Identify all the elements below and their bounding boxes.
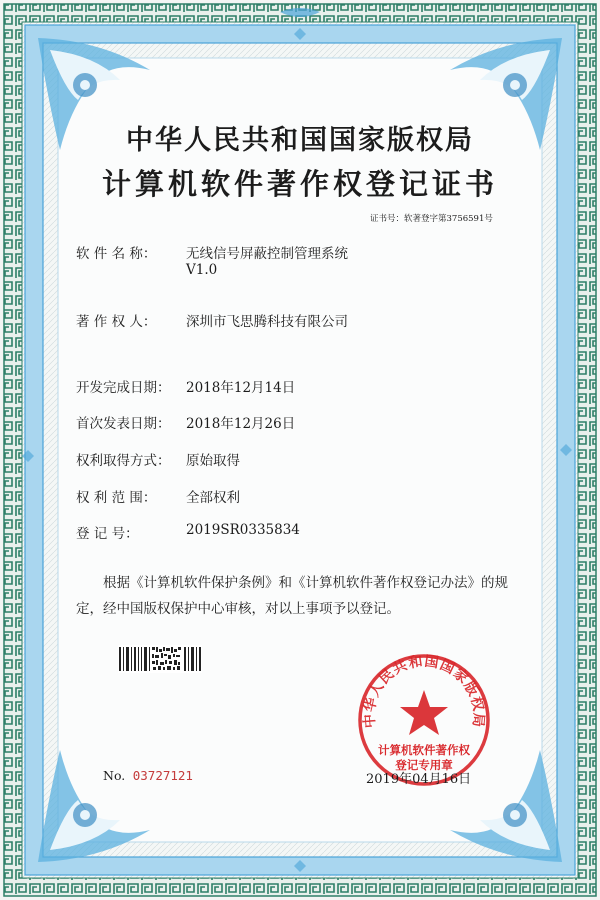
- certificate-number: 证书号：软著登字第3756591号: [370, 214, 493, 224]
- software-name-value: 无线信号屏蔽控制管理系统: [186, 246, 348, 262]
- seal-line-1: 计算机软件著作权: [378, 743, 470, 757]
- registration-number-label: 登 记 号：: [76, 526, 139, 542]
- serial-number: [103, 768, 193, 783]
- copyright-owner-value: 深圳市飞思腾科技有限公司: [186, 314, 348, 330]
- publish-date-value: 2018年12月26日: [186, 416, 296, 432]
- completion-date-label: 开发完成日期：: [76, 380, 171, 396]
- star-icon: [400, 690, 448, 735]
- copyright-owner-label: 著 作 权 人：: [76, 314, 157, 330]
- seal-ring-text: 中华人民共和国国家版权局: [361, 653, 487, 729]
- completion-date-value: 2018年12月14日: [186, 380, 296, 396]
- rights-scope-label: 权 利 范 围：: [76, 490, 157, 506]
- serial-label: No.: [103, 768, 126, 783]
- software-version-value: V1.0: [186, 262, 218, 278]
- acquisition-method-value: 原始取得: [186, 453, 240, 469]
- serial-number-value: 03727121: [132, 768, 193, 783]
- seal-line-2: 登记专用章: [395, 758, 453, 772]
- acquisition-method-label: 权利取得方式：: [76, 453, 171, 469]
- issuer-title: 中华人民共和国国家版权局: [126, 125, 474, 156]
- registration-number-value: 2019SR0335834: [186, 522, 300, 538]
- software-name-label: 软 件 名 称：: [76, 246, 157, 262]
- rights-scope-value: 全部权利: [186, 490, 240, 506]
- publish-date-label: 首次发表日期：: [76, 416, 171, 432]
- declaration-text: 根据《计算机软件保护条例》和《计算机软件著作权登记办法》的规定，经中国版权保护中心审核，对以上事项予以登记。: [76, 575, 508, 617]
- certificate-title: 计算机软件著作权登记证书: [101, 167, 498, 201]
- barcode-icon: [118, 645, 202, 673]
- issue-date: 2019年04月16日: [366, 772, 472, 787]
